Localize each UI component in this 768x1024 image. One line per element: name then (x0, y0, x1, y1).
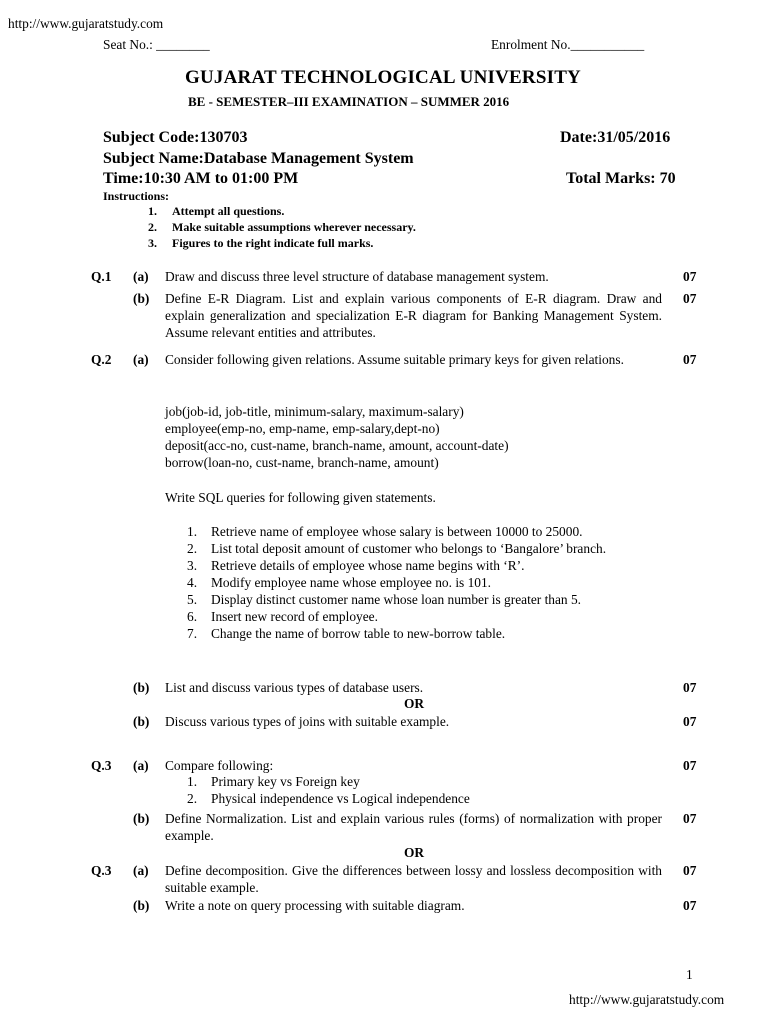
relation-job: job(job-id, job-title, minimum-salary, maximum-salary) (165, 404, 464, 419)
relation-employee: employee(emp-no, emp-name, emp-salary,dept-no) (165, 421, 440, 436)
q2-label: Q.2 (91, 352, 112, 367)
q2b-text: List and discuss various types of database users. (165, 680, 424, 695)
exam-time: Time:10:30 AM to 01:00 PM (103, 170, 299, 187)
subject-code: Subject Code:130703 (103, 129, 248, 146)
exam-date: Date:31/05/2016 (560, 129, 671, 146)
compare-text: Physical independence vs Logical independence (211, 791, 470, 806)
q3b-alt-part: (b) (133, 898, 150, 913)
q2b-alt-marks: 07 (683, 714, 697, 729)
compare-text: Primary key vs Foreign key (211, 774, 360, 789)
q2a-part: (a) (133, 352, 149, 367)
compare-item (187, 773, 470, 790)
instruction-number: 1. (148, 204, 157, 218)
instruction-item (148, 219, 416, 235)
q3-label: Q.3 (91, 758, 112, 773)
query-text: Retrieve details of employee whose name begins with ‘R’. (211, 558, 525, 573)
query-text: Display distinct customer name whose loan number is greater than 5. (211, 592, 582, 607)
query-number: 3. (187, 558, 198, 573)
query-text: Retrieve name of employee whose salary is between 10000 to 25000. (211, 524, 583, 539)
sql-query-item (187, 557, 662, 574)
q2b-marks: 07 (683, 680, 697, 695)
sql-query-item (187, 540, 662, 557)
university-title: GUJARAT TECHNOLOGICAL UNIVERSITY (185, 67, 581, 88)
q1b-marks: 07 (683, 291, 697, 306)
enrolment-no-field: Enrolment No.___________ (491, 37, 645, 52)
relation-deposit: deposit(acc-no, cust-name, branch-name, amount, account-date) (165, 438, 509, 453)
q2a-text: Consider following given relations. Assume suitable primary keys for given relations. (165, 352, 624, 367)
q3b-marks: 07 (683, 811, 697, 826)
exam-title: BE - SEMESTER–III EXAMINATION – SUMMER 2016 (188, 94, 510, 109)
q3a-alt-part: (a) (133, 863, 149, 878)
seat-no-field: Seat No.: ________ (103, 37, 210, 52)
q2a-marks: 07 (683, 352, 697, 367)
sql-query-list (187, 523, 662, 642)
sql-query-item (187, 591, 662, 608)
bottom-url-link[interactable]: http://www.gujaratstudy.com (569, 992, 725, 1007)
query-text: Insert new record of employee. (211, 609, 378, 624)
q3a-marks: 07 (683, 758, 697, 773)
query-number: 7. (187, 626, 198, 641)
compare-number: 2. (187, 791, 198, 806)
sql-query-item (187, 608, 662, 625)
instructions-list (148, 203, 416, 251)
top-url-link[interactable]: http://www.gujaratstudy.com (8, 16, 164, 31)
instruction-number: 2. (148, 220, 157, 234)
q1-label: Q.1 (91, 269, 112, 284)
q3b-text: Define Normalization. List and explain various rules (forms) of normalization with proper example. (165, 811, 662, 843)
total-marks: Total Marks: 70 (566, 170, 676, 187)
q3-or-separator: OR (403, 845, 425, 860)
q3a-part: (a) (133, 758, 149, 773)
sql-intro: Write SQL queries for following given statements. (165, 490, 436, 505)
q2b-alt-text: Discuss various types of joins with suitable example. (165, 714, 450, 729)
page-number: 1 (686, 967, 693, 982)
q1a-marks: 07 (683, 269, 697, 284)
instruction-number: 3. (148, 236, 157, 250)
q3b-alt-marks: 07 (683, 898, 697, 913)
q1b-text: Define E-R Diagram. List and explain various components of E-R diagram. Draw and explain generalization and specialization E-R diagram for Banking Management System. Assume relevant entities and attributes. (165, 291, 662, 340)
q3a-text: Compare following: (165, 758, 274, 773)
query-text: Change the name of borrow table to new-borrow table. (211, 626, 506, 641)
q3-alt-label: Q.3 (91, 863, 112, 878)
q3b-alt-text: Write a note on query processing with suitable diagram. (165, 898, 465, 913)
compare-item (187, 790, 470, 807)
q1a-text: Draw and discuss three level structure of database management system. (165, 269, 549, 284)
query-text: Modify employee name whose employee no. is 101. (211, 575, 492, 590)
compare-number: 1. (187, 774, 198, 789)
query-number: 2. (187, 541, 198, 556)
query-number: 1. (187, 524, 198, 539)
instructions-heading: Instructions: (103, 189, 170, 203)
instruction-item (148, 203, 416, 219)
subject-name: Subject Name:Database Management System (103, 150, 414, 167)
instruction-item (148, 235, 416, 251)
query-number: 6. (187, 609, 198, 624)
q1a-part: (a) (133, 269, 149, 284)
sql-query-item (187, 523, 662, 540)
q2b-alt-part: (b) (133, 714, 150, 729)
instruction-text: Figures to the right indicate full marks. (172, 236, 374, 250)
sql-query-item (187, 625, 662, 642)
q3a-alt-text: Define decomposition. Give the differences between lossy and lossless decomposition with suitable example. (165, 863, 662, 895)
q3a-compare-list (187, 773, 470, 807)
q1b-part: (b) (133, 291, 150, 306)
query-number: 5. (187, 592, 198, 607)
sql-query-item (187, 574, 662, 591)
query-number: 4. (187, 575, 198, 590)
q3b-part: (b) (133, 811, 150, 826)
instruction-text: Make suitable assumptions wherever necessary. (172, 220, 416, 234)
q2b-part: (b) (133, 680, 150, 695)
q2-or-separator: OR (403, 696, 425, 711)
instruction-text: Attempt all questions. (172, 204, 285, 218)
query-text: List total deposit amount of customer who belongs to ‘Bangalore’ branch. (211, 541, 607, 556)
relation-borrow: borrow(loan-no, cust-name, branch-name, amount) (165, 455, 439, 470)
q3a-alt-marks: 07 (683, 863, 697, 878)
